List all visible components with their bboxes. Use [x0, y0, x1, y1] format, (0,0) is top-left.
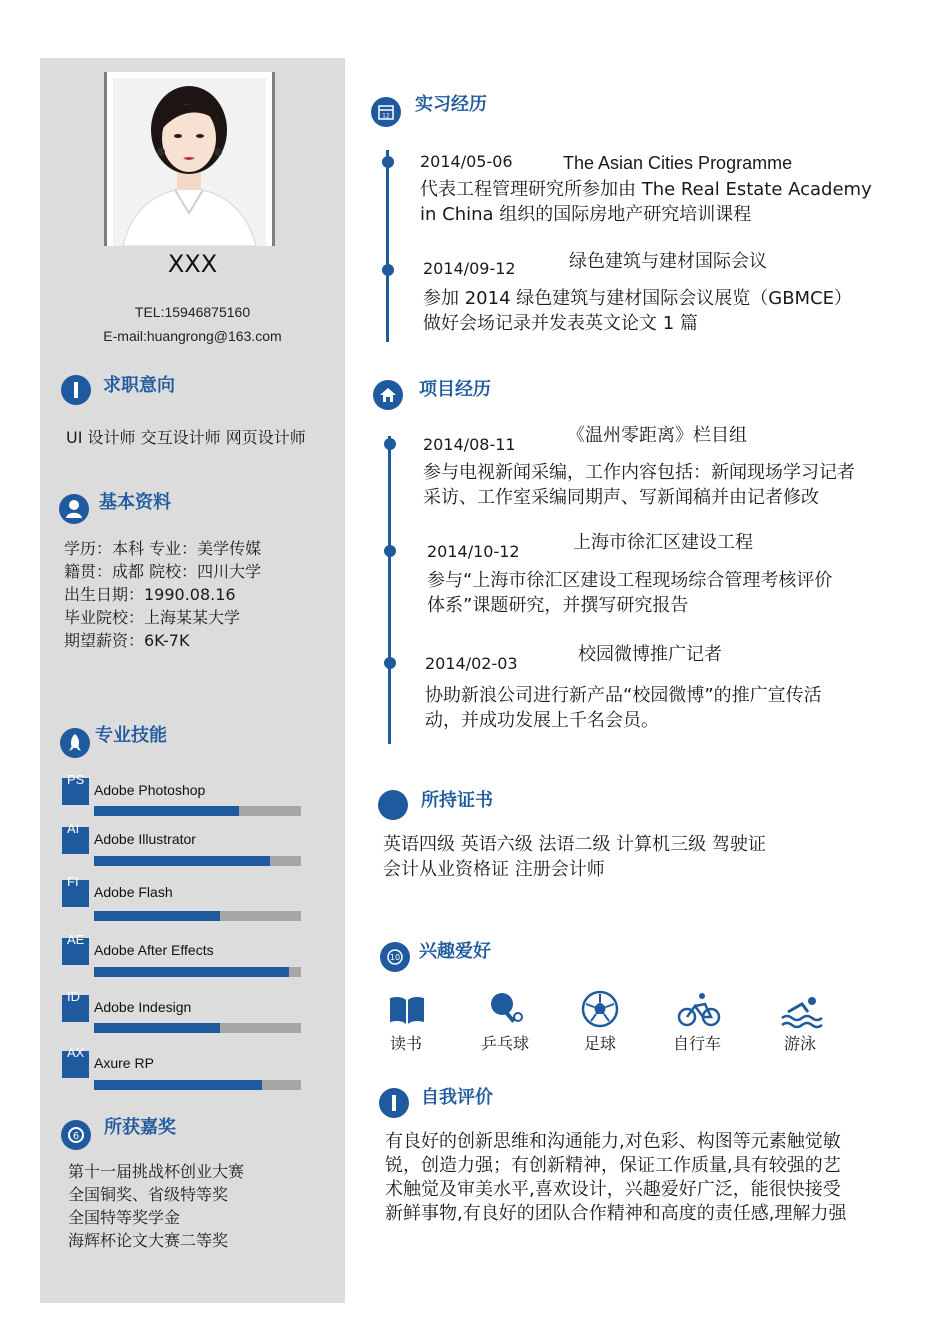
- swimming-icon: [780, 992, 820, 1032]
- basic-info-line: 学历：本科 专业：美学传媒: [64, 539, 262, 558]
- skill-name: Adobe Illustrator: [94, 831, 196, 847]
- skill-code: ID: [67, 989, 80, 1004]
- entry-line: 参加 2014 绿色建筑与建材国际会议展览（GBMCE）: [423, 288, 853, 309]
- skill-code: AI: [67, 821, 80, 836]
- basic-info-list: [64, 537, 261, 652]
- skill-bar-fill: [94, 806, 239, 816]
- svg-text:10: 10: [389, 953, 401, 962]
- skill-name: Adobe Photoshop: [94, 782, 206, 798]
- section-title-self-evaluation: 自我评价: [421, 1087, 493, 1108]
- phone-number: TEL:15946875160: [134, 304, 251, 320]
- rocket-icon: [60, 728, 90, 758]
- hobby-label: 足球: [583, 1034, 616, 1053]
- skill-code: AE: [67, 932, 85, 947]
- home-icon: [373, 380, 403, 410]
- entry-line: 做好会场记录并发表英文论文 1 篇: [423, 313, 698, 334]
- evaluation-line: 锐，创造力强；有创新精神，保证工作质量,具有较强的艺: [385, 1155, 841, 1176]
- hobby-section-icon: [380, 942, 410, 972]
- basic-info-line: 出生日期：1990.08.16: [64, 585, 236, 604]
- hobby-label: 乒乓球: [480, 1034, 529, 1053]
- entry-date: 2014/02-03: [425, 654, 518, 673]
- hobby-label: 读书: [389, 1034, 422, 1053]
- evaluation-line: 术触觉及审美水平,喜欢设计，兴趣爱好广泛，能很快接受: [385, 1179, 841, 1200]
- bicycle-icon: [677, 990, 717, 1030]
- section-title-certificates: 所持证书: [421, 790, 493, 811]
- section-title-basic-info: 基本资料: [99, 492, 171, 513]
- info-icon: [61, 375, 91, 405]
- certificate-icon: [378, 790, 408, 820]
- job-intent-text: UI 设计师 交互设计师 网页设计师: [66, 428, 306, 447]
- skill-bar-fill: [94, 856, 270, 866]
- entry-line: 代表工程管理研究所参加由 The Real Estate Academy: [420, 179, 872, 200]
- internship-timeline: [386, 150, 389, 342]
- skill-code: PS: [67, 772, 85, 787]
- hobby-label: 自行车: [672, 1034, 721, 1053]
- skill-code: FI: [67, 874, 79, 889]
- entry-description: [425, 683, 822, 733]
- skill-bar-fill: [94, 911, 220, 921]
- basic-info-line: 籍贯：成都 院校：四川大学: [64, 562, 262, 581]
- award-line: 全国特等奖学金: [68, 1208, 181, 1227]
- entry-line: 协助新浪公司进行新产品“校园微博”的推广宣传活: [425, 685, 822, 706]
- entry-description: [423, 460, 855, 510]
- book-icon: [387, 990, 427, 1030]
- entry-line: 采访、工作室采编同期声、写新闻稿并由记者修改: [423, 487, 819, 508]
- candidate-name: XXX: [167, 250, 218, 278]
- awards-list: [68, 1160, 244, 1252]
- entry-title: 《温州零距离》栏目组: [567, 425, 747, 446]
- skill-name: Adobe Flash: [94, 884, 173, 900]
- entry-date: 2014/09-12: [423, 259, 516, 278]
- entry-description: [420, 177, 872, 227]
- award-line: 全国铜奖、省级特等奖: [68, 1185, 229, 1204]
- entry-line: 参与电视新闻采编，工作内容包括：新闻现场学习记者: [423, 462, 855, 483]
- section-title-awards: 所获嘉奖: [104, 1117, 176, 1138]
- skill-code: AX: [67, 1045, 85, 1060]
- section-title-projects: 项目经历: [419, 379, 491, 400]
- entry-description: [427, 568, 832, 618]
- timeline-dot: [382, 156, 394, 168]
- entry-line: 参与“上海市徐汇区建设工程现场综合管理考核评价: [427, 570, 833, 591]
- certificate-line: 会计从业资格证 注册会计师: [383, 859, 605, 880]
- skill-name: Adobe Indesign: [94, 999, 192, 1015]
- timeline-dot: [384, 657, 396, 669]
- basic-info-line: 期望薪资：6K-7K: [64, 631, 190, 650]
- self-evaluation-text: [385, 1130, 846, 1226]
- medal-icon: [61, 1120, 91, 1150]
- comment-icon: [379, 1088, 409, 1118]
- calendar-icon: [371, 97, 401, 127]
- football-icon: [580, 989, 620, 1029]
- profile-photo: [113, 78, 266, 246]
- entry-description: [423, 286, 852, 336]
- entry-line: 动，并成功发展上千名会员。: [425, 710, 659, 731]
- svg-text:12: 12: [382, 112, 390, 120]
- user-icon: [59, 494, 89, 524]
- projects-timeline: [388, 436, 391, 744]
- entry-line: 体系”课题研究，并撰写研究报告: [427, 595, 689, 616]
- hobby-label: 游泳: [783, 1034, 816, 1053]
- certificates-list: [383, 832, 766, 882]
- skill-bar-fill: [94, 1023, 220, 1033]
- entry-date: 2014/10-12: [427, 542, 520, 561]
- section-title-internship: 实习经历: [415, 94, 487, 115]
- entry-line: in China 组织的国际房地产研究培训课程: [420, 204, 752, 225]
- skill-name: Axure RP: [94, 1055, 154, 1071]
- section-title-job-intent: 求职意向: [103, 375, 175, 396]
- skill-name: Adobe After Effects: [94, 942, 214, 958]
- skill-bar-fill: [94, 1080, 262, 1090]
- evaluation-line: 新鲜事物,有良好的团队合作精神和高度的责任感,理解力强: [385, 1203, 847, 1224]
- entry-title: 绿色建筑与建材国际会议: [569, 251, 767, 272]
- timeline-dot: [382, 264, 394, 276]
- timeline-dot: [384, 545, 396, 557]
- entry-title: The Asian Cities Programme: [563, 153, 793, 173]
- award-line: 海辉杯论文大赛二等奖: [68, 1231, 229, 1250]
- entry-title: 校园微博推广记者: [578, 644, 722, 665]
- svg-text:6: 6: [72, 1131, 80, 1142]
- section-title-hobbies: 兴趣爱好: [419, 941, 491, 962]
- award-line: 第十一届挑战杯创业大赛: [68, 1162, 245, 1181]
- ping-pong-icon: [486, 989, 526, 1029]
- basic-info-line: 毕业院校：上海某某大学: [64, 608, 241, 627]
- certificate-line: 英语四级 英语六级 法语二级 计算机三级 驾驶证: [383, 834, 766, 855]
- entry-date: 2014/08-11: [423, 435, 516, 454]
- section-title-skills: 专业技能: [95, 725, 167, 746]
- email-address: E-mail:huangrong@163.com: [103, 328, 282, 344]
- entry-date: 2014/05-06: [420, 152, 513, 171]
- skill-bar-fill: [94, 967, 289, 977]
- evaluation-line: 有良好的创新思维和沟通能力,对色彩、构图等元素触觉敏: [385, 1131, 841, 1152]
- entry-title: 上海市徐汇区建设工程: [573, 532, 753, 553]
- timeline-dot: [384, 438, 396, 450]
